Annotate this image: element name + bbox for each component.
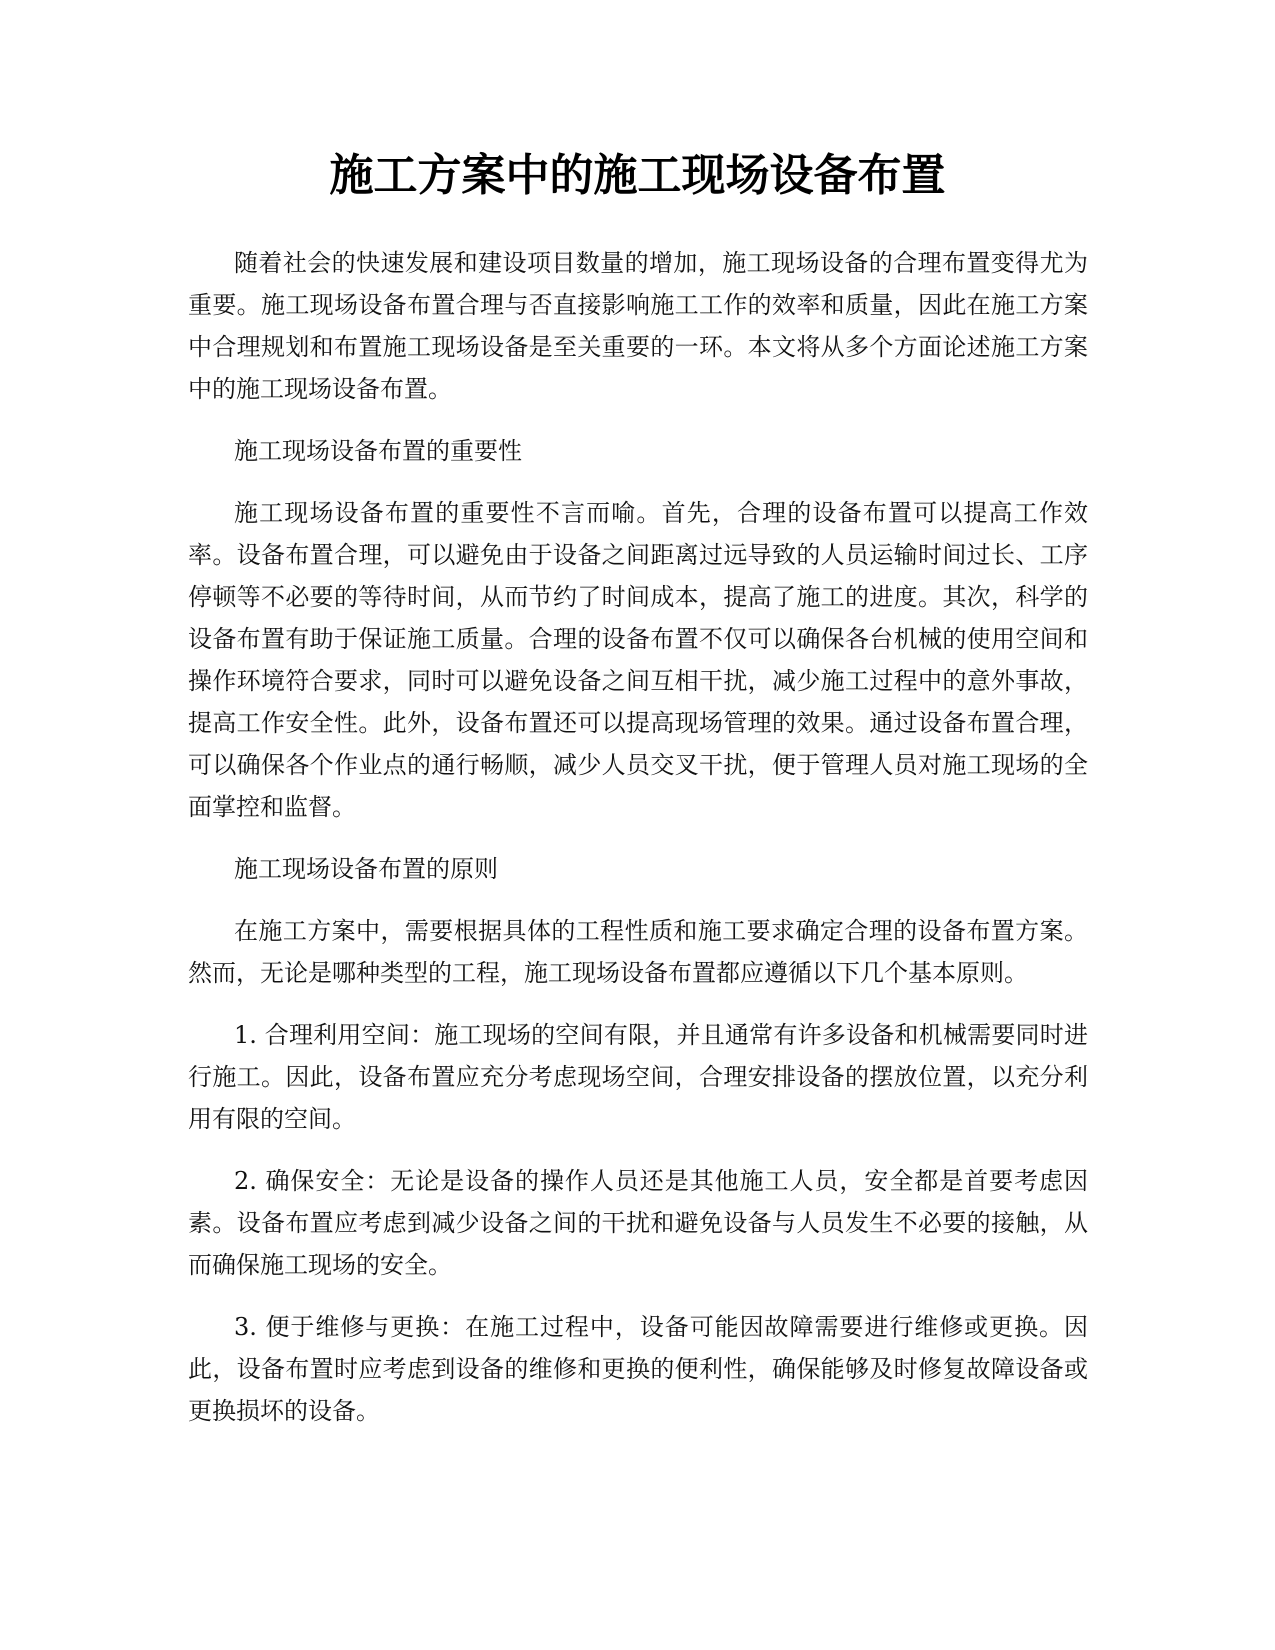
document-body [188,242,1088,1452]
section-heading-importance: 施工现场设备布置的重要性 [234,437,522,465]
section-heading-principles: 施工现场设备布置的原则 [234,855,498,883]
intro-paragraph: 随着社会的快速发展和建设项目数量的增加，施工现场设备的合理布置变得尤为重要。施工现场设备布置合理与否直接影响施工工作的效率和质量，因此在施工方案中合理规划和布置施工现场设备是至关重要的一环。本文将从多个方面论述施工方案中的施工现场设备布置。 [188,249,1088,403]
principles-paragraph: 在施工方案中，需要根据具体的工程性质和施工要求确定合理的设备布置方案。然而，无论是哪种类型的工程，施工现场设备布置都应遵循以下几个基本原则。 [188,917,1088,987]
principle-item-space: 1. 合理利用空间：施工现场的空间有限，并且通常有许多设备和机械需要同时进行施工。因此，设备布置应充分考虑现场空间，合理安排设备的摆放位置，以充分利用有限的空间。 [188,1021,1088,1133]
importance-paragraph: 施工现场设备布置的重要性不言而喻。首先，合理的设备布置可以提高工作效率。设备布置合理，可以避免由于设备之间距离过远导致的人员运输时间过长、工序停顿等不必要的等待时间，从而节约了时间成本，提高了施工的进度。其次，科学的设备布置有助于保证施工质量。合理的设备布置不仅可以确保各台机械的使用空间和操作环境符合要求，同时可以避免设备之间互相干扰，减少施工过程中的意外事故，提高工作安全性。此外，设备布置还可以提高现场管理的效果。通过设备布置合理，可以确保各个作业点的通行畅顺，减少人员交叉干扰，便于管理人员对施工现场的全面掌控和监督。 [188,499,1088,821]
document-title: 施工方案中的施工现场设备布置 [329,150,946,201]
principle-item-safety: 2. 确保安全：无论是设备的操作人员还是其他施工人员，安全都是首要考虑因素。设备布置应考虑到减少设备之间的干扰和避免设备与人员发生不必要的接触，从而确保施工现场的安全。 [188,1167,1088,1279]
principle-item-maintenance: 3. 便于维修与更换：在施工过程中，设备可能因故障需要进行维修或更换。因此，设备布置时应考虑到设备的维修和更换的便利性，确保能够及时修复故障设备或更换损坏的设备。 [188,1313,1088,1425]
